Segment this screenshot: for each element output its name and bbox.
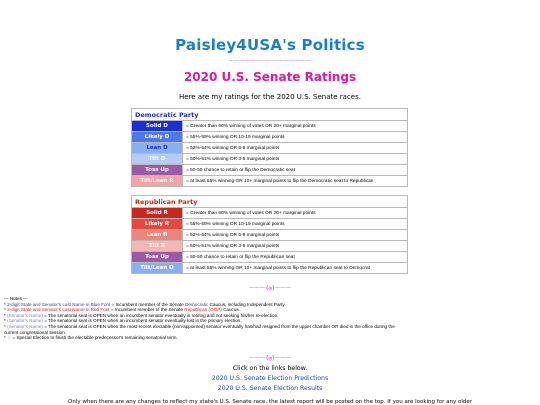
democratic-rating-row <box>132 176 408 187</box>
republican-rating-label: Likely R <box>132 219 183 230</box>
note-prefix: * <box>4 323 8 329</box>
note-rest: = Incumbent member of the Senate <box>110 301 186 307</box>
democratic-rating-label: Lean D <box>132 143 183 154</box>
democratic-rating-row <box>132 143 408 154</box>
republican-rating-label: Tilt R <box>132 241 183 252</box>
republican-rating-row <box>132 230 408 241</box>
links-caption: Click on the links below. <box>232 365 308 372</box>
republican-rating-row <box>132 252 408 263</box>
democratic-rating-label: Solid D <box>132 121 183 132</box>
note-colored: 2-digit State and Senator's Last Name in Red Font <box>7 307 110 313</box>
republican-rating-description: = 50%-51% winning OR 3-5 marginal points <box>183 241 408 252</box>
republican-rating-row <box>132 208 408 219</box>
democratic-rating-description: = at least 55% winning OR 10+ marginal points to flip the Democratic seat to Republican <box>183 176 408 187</box>
note-tail: Caucus, including Independent Party. <box>208 301 286 307</box>
republican-rating-description: = at least 55% winning OR 10+ marginal points to flip the Republican seat to Democrat <box>183 263 408 274</box>
republican-rating-description: = Greater than 60% winning of votes OR 20+ marginal points <box>183 208 408 219</box>
intro-text: Here are my ratings for the 2020 U.S. Senate races. <box>179 93 361 101</box>
republican-rating-label: Toss Up <box>132 252 183 263</box>
note-colored: (Senator's Name) <box>7 312 43 318</box>
democratic-rating-row <box>132 132 408 143</box>
note-rest: = The senatorial seat is OPEN when an incumbent senator eventually lost in the primary election. <box>42 318 242 324</box>
page-title: 2020 U.S. Senate Ratings <box>183 70 357 84</box>
note-colored: ☆ <box>7 335 12 341</box>
note-prefix: * <box>4 318 8 324</box>
note-prefix: * <box>4 312 8 318</box>
democratic-rating-description: = 52%-54% winning OR 6-9 marginal points <box>183 143 408 154</box>
note-rest: current congressional session. <box>4 329 67 335</box>
note-colored: 2-digit State and Senator's Last Name in Blue Font <box>7 301 111 307</box>
republican-rating-description: = 52%-54% winning OR 6-9 marginal points <box>183 230 408 241</box>
note-colored: (Senator's Name) <box>7 323 43 329</box>
democratic-rating-label: Tilt D <box>132 154 183 165</box>
democratic-rating-row <box>132 154 408 165</box>
democratic-rating-description: = 50-50 chance to retain or flip the Democratic seat <box>183 165 408 176</box>
democratic-ratings-table <box>131 108 408 187</box>
ornament-divider: 〜〜〜(◎)〜〜〜 <box>248 285 292 292</box>
democratic-rating-description: = 55%-59% winning OR 10-19 marginal points <box>183 132 408 143</box>
note-link[interactable]: Republican (GOP) <box>184 307 222 313</box>
results-link[interactable]: 2020 U.S. Senate Election Results <box>217 385 323 392</box>
notes-section <box>4 296 536 341</box>
democratic-rating-row <box>132 121 408 132</box>
republican-rating-label: Lean R <box>132 230 183 241</box>
republican-ratings-table <box>131 195 408 274</box>
republican-rating-description: = 50-50 chance to retain or flip the Republican seat <box>183 252 408 263</box>
footer-text: Only when there are any changes to reflect my state's U.S. Senate race, the latest report will be posted on the top. If you are looking for any older <box>68 399 472 405</box>
note-line <box>4 335 536 341</box>
note-rest: = Special Election to finish the electable predecessor's remaining senatorial term. <box>11 335 178 341</box>
note-rest: = The senatorial seat is OPEN when the most-recent electable (non-appointed) senator eventually has/had resigned from the upper chamber OR died in the office during the <box>42 323 395 329</box>
republican-rating-row <box>132 263 408 274</box>
note-link[interactable]: Democratic <box>185 301 209 307</box>
democratic-heading: Democratic Party <box>132 109 408 121</box>
republican-rating-row <box>132 241 408 252</box>
ornament-divider-2: 〜〜〜(◎)〜〜〜 <box>248 355 292 362</box>
note-prefix: * <box>4 335 8 341</box>
predictions-link[interactable]: 2020 U.S. Senate Election Predictions <box>211 375 329 382</box>
note-rest: = The senatorial seat is OPEN when an incumbent senator eventually is retiring and not seeking his/her re-election. <box>42 312 279 318</box>
republican-rating-label: Solid R <box>132 208 183 219</box>
democratic-rating-label: Tilt/Lean R <box>132 176 183 187</box>
site-title: Paisley4USA's Politics <box>175 36 365 54</box>
democratic-rating-label: Toss Up <box>132 165 183 176</box>
republican-rating-row <box>132 219 408 230</box>
republican-rating-label: Tilt/Lean D <box>132 263 183 274</box>
democratic-rating-label: Likely D <box>132 132 183 143</box>
democratic-rating-description: = 50%-51% winning OR 3-5 marginal points <box>183 154 408 165</box>
republican-rating-description: = 55%-59% winning OR 10-19 marginal points <box>183 219 408 230</box>
democratic-rating-row <box>132 165 408 176</box>
title-divider: 〜〜〜〜〜〜〜〜〜〜〜〜〜〜〜 <box>228 58 312 65</box>
note-prefix: * <box>4 301 8 307</box>
note-prefix: * <box>4 307 8 313</box>
note-tail: Caucus. <box>221 307 240 313</box>
note-rest: = Incumbent member of the Senate <box>109 307 185 313</box>
note-colored: (Senator's Name) <box>7 318 43 324</box>
democratic-rating-description: = Greater than 60% winning of votes OR 20+ marginal points <box>183 121 408 132</box>
notes-title: --- Notes --- <box>4 296 28 301</box>
republican-heading: Republican Party <box>132 196 408 208</box>
